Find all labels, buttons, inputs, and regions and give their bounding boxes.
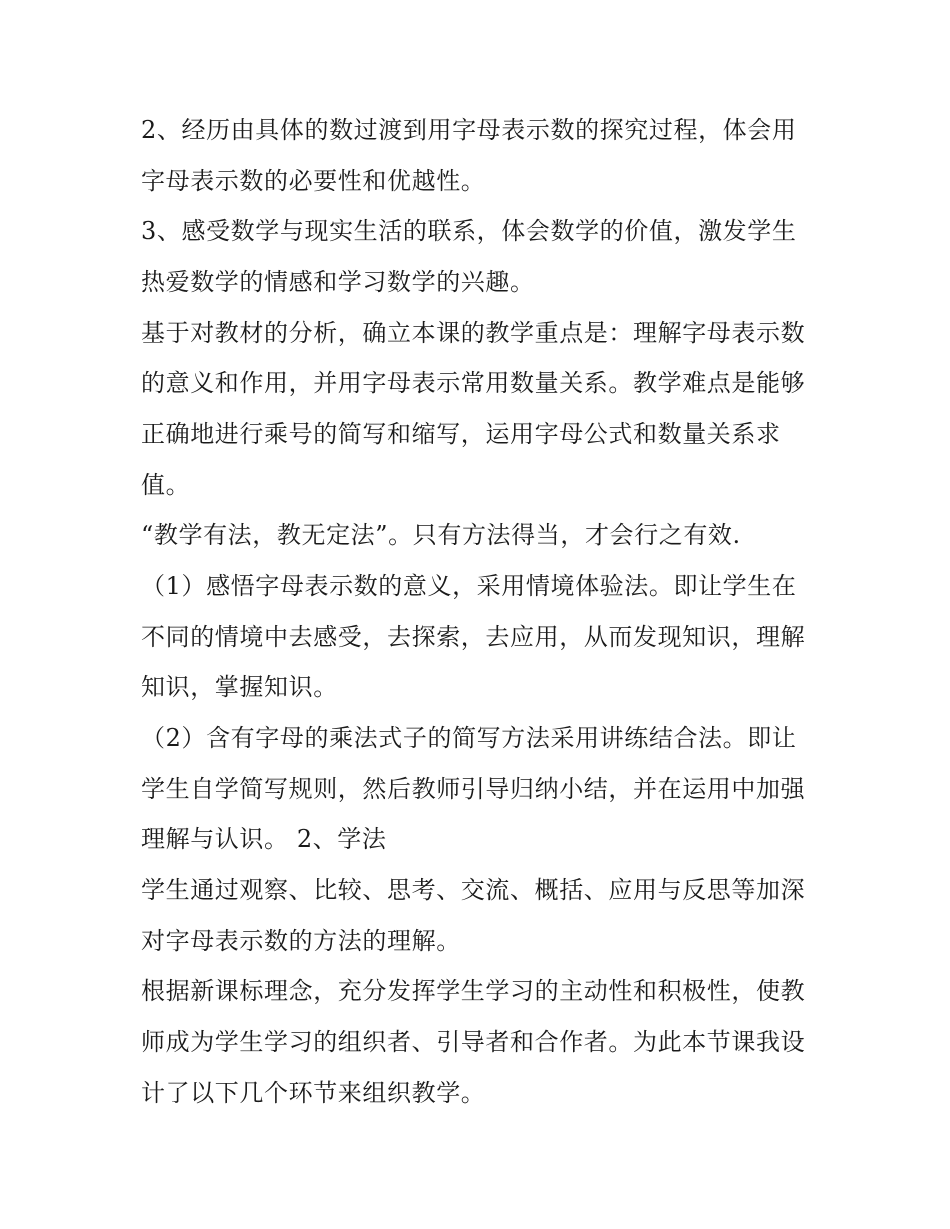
text-line: 值。 bbox=[141, 471, 191, 499]
text-line: （1）感悟字母表示数的意义，采用情境体验法。即让学生在 bbox=[141, 572, 797, 600]
text-line: 的意义和作用，并用字母表示常用数量关系。教学难点是能够 bbox=[141, 369, 806, 397]
text-line: 字母表示数的必要性和优越性。 bbox=[141, 167, 486, 195]
text-line: 学生通过观察、比较、思考、交流、概括、应用与反思等加深 bbox=[141, 876, 806, 904]
text-line: 学生自学简写规则，然后教师引导归纳小结，并在运用中加强 bbox=[141, 775, 806, 803]
text-line: 正确地进行乘号的简写和缩写，运用字母公式和数量关系求 bbox=[141, 420, 781, 448]
text-line: （2）含有字母的乘法式子的简写方法采用讲练结合法。即让 bbox=[141, 724, 797, 752]
text-line: 热爱数学的情感和学习数学的兴趣。 bbox=[141, 268, 535, 296]
text-line: “教学有法，教无定法”。只有方法得当，才会行之有效. bbox=[141, 521, 741, 549]
text-line: 基于对教材的分析，确立本课的教学重点是：理解字母表示数 bbox=[141, 319, 806, 347]
text-line: 理解与认识。 2、学法 bbox=[141, 825, 387, 853]
text-line: 根据新课标理念，充分发挥学生学习的主动性和积极性，使教 bbox=[141, 977, 806, 1005]
text-line: 不同的情境中去感受，去探索，去应用，从而发现知识，理解 bbox=[141, 623, 806, 651]
text-line: 对字母表示数的方法的理解。 bbox=[141, 927, 461, 955]
text-line: 3、感受数学与现实生活的联系，体会数学的价值，激发学生 bbox=[141, 217, 797, 245]
text-line: 知识，掌握知识。 bbox=[141, 673, 338, 701]
text-line: 计了以下几个环节来组织教学。 bbox=[141, 1079, 486, 1107]
text-line: 师成为学生学习的组织者、引导者和合作者。为此本节课我设 bbox=[141, 1028, 806, 1056]
text-line: 2、经历由具体的数过渡到用字母表示数的探究过程，体会用 bbox=[141, 116, 797, 144]
